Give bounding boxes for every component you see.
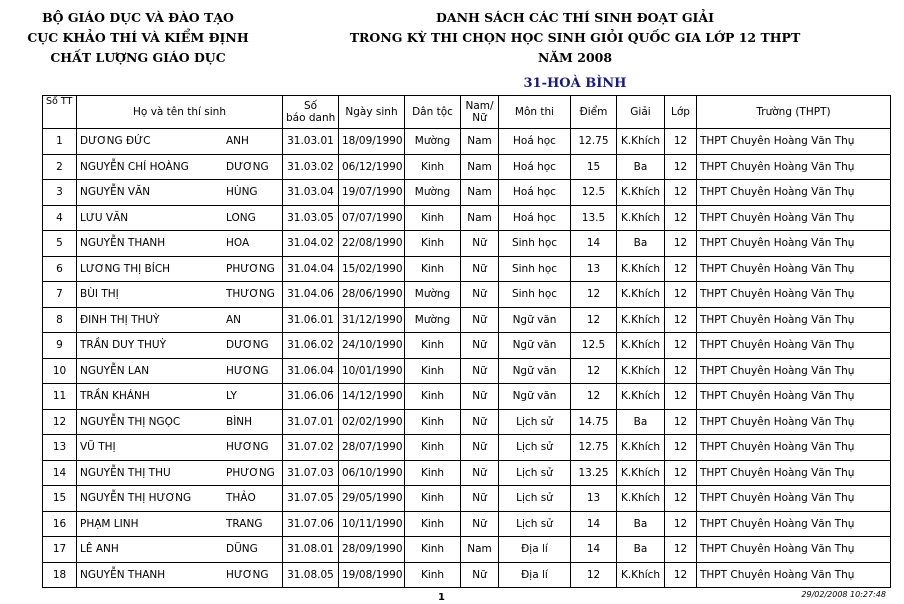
cell-ethnic: Mường: [405, 180, 461, 206]
col-header-ethnic: Dân tộc: [405, 96, 461, 129]
cell-sbd: 31.04.02: [283, 231, 339, 257]
cell-gender: Nữ: [461, 231, 499, 257]
cell-name: [77, 384, 283, 410]
given-name: LONG: [226, 211, 256, 224]
cell-sbd: 31.03.04: [283, 180, 339, 206]
cell-gender: Nữ: [461, 511, 499, 537]
col-header-sbd-line1: Số: [303, 100, 318, 112]
cell-sbd: 31.07.02: [283, 435, 339, 461]
cell-dob: 06/12/1990: [339, 154, 405, 180]
cell-subject: Sinh học: [499, 256, 571, 282]
cell-sbd: 31.07.05: [283, 486, 339, 512]
cell-school: THPT Chuyên Hoàng Văn Thụ: [697, 562, 891, 588]
cell-school: THPT Chuyên Hoàng Văn Thụ: [697, 486, 891, 512]
cell-ethnic: Kinh: [405, 231, 461, 257]
cell-dob: 10/11/1990: [339, 511, 405, 537]
cell-name: [77, 562, 283, 588]
cell-score: 12: [571, 562, 617, 588]
cell-school: THPT Chuyên Hoàng Văn Thụ: [697, 384, 891, 410]
cell-subject: Lịch sử: [499, 460, 571, 486]
cell-sbd: 31.04.06: [283, 282, 339, 308]
cell-grade: 12: [665, 180, 697, 206]
cell-grade: 12: [665, 231, 697, 257]
family-name: NGUYỄN THANH: [80, 568, 166, 581]
cell-ethnic: Kinh: [405, 460, 461, 486]
cell-stt: 10: [43, 358, 77, 384]
cell-sbd: 31.08.01: [283, 537, 339, 563]
cell-name: [77, 435, 283, 461]
cell-dob: 22/08/1990: [339, 231, 405, 257]
family-name: NGUYỄN THỊ HƯƠNG: [80, 492, 192, 505]
table-header-row: [43, 96, 891, 129]
cell-subject: Ngữ văn: [499, 307, 571, 333]
cell-school: THPT Chuyên Hoàng Văn Thụ: [697, 435, 891, 461]
cell-school: THPT Chuyên Hoàng Văn Thụ: [697, 537, 891, 563]
cell-grade: 12: [665, 358, 697, 384]
ministry-line-2: CỤC KHẢO THÍ VÀ KIỂM ĐỊNH: [27, 30, 249, 45]
family-name: DƯƠNG ĐỨC: [80, 135, 151, 148]
cell-school: THPT Chuyên Hoàng Văn Thụ: [697, 205, 891, 231]
title-line-1: DANH SÁCH CÁC THÍ SINH ĐOẠT GIẢI: [436, 10, 714, 25]
cell-sbd: 31.06.06: [283, 384, 339, 410]
cell-grade: 12: [665, 384, 697, 410]
family-name: NGUYỄN THỊ THU: [80, 466, 171, 479]
cell-name: [77, 129, 283, 155]
cell-award: Ba: [617, 409, 665, 435]
cell-name: [77, 154, 283, 180]
cell-gender: Nữ: [461, 562, 499, 588]
cell-score: 12.5: [571, 333, 617, 359]
cell-school: THPT Chuyên Hoàng Văn Thụ: [697, 460, 891, 486]
cell-ethnic: Kinh: [405, 486, 461, 512]
ministry-line-3: CHẤT LƯỢNG GIÁO DỤC: [50, 50, 226, 65]
table-row: [43, 435, 891, 461]
cell-gender: Nữ: [461, 486, 499, 512]
given-name: PHƯƠNG: [226, 466, 275, 479]
cell-score: 12.75: [571, 129, 617, 155]
cell-grade: 12: [665, 282, 697, 308]
cell-dob: 07/07/1990: [339, 205, 405, 231]
cell-score: 14: [571, 537, 617, 563]
cell-school: THPT Chuyên Hoàng Văn Thụ: [697, 409, 891, 435]
cell-gender: Nữ: [461, 333, 499, 359]
cell-dob: 14/12/1990: [339, 384, 405, 410]
cell-stt: 5: [43, 231, 77, 257]
cell-score: 13.5: [571, 205, 617, 231]
cell-dob: 24/10/1990: [339, 333, 405, 359]
cell-grade: 12: [665, 256, 697, 282]
title-line-2: TRONG KỲ THI CHỌN HỌC SINH GIỎI QUỐC GIA LỚP 12 THPT: [349, 30, 801, 45]
cell-gender: Nữ: [461, 256, 499, 282]
cell-award: K.Khích: [617, 460, 665, 486]
cell-sbd: 31.06.04: [283, 358, 339, 384]
cell-dob: 28/09/1990: [339, 537, 405, 563]
cell-subject: Địa lí: [499, 562, 571, 588]
cell-gender: Nam: [461, 129, 499, 155]
given-name: HƯƠNG: [226, 441, 269, 454]
table-row: [43, 511, 891, 537]
cell-score: 13.25: [571, 460, 617, 486]
table-row: [43, 358, 891, 384]
cell-stt: 6: [43, 256, 77, 282]
given-name: BÌNH: [226, 415, 253, 428]
cell-award: K.Khích: [617, 256, 665, 282]
cell-subject: Lịch sử: [499, 409, 571, 435]
cell-award: K.Khích: [617, 205, 665, 231]
cell-award: Ba: [617, 231, 665, 257]
cell-grade: 12: [665, 409, 697, 435]
family-name: TRẦN DUY THUỲ: [80, 339, 167, 352]
cell-subject: Hoá học: [499, 180, 571, 206]
col-header-dob: Ngày sinh: [339, 96, 405, 129]
cell-award: K.Khích: [617, 129, 665, 155]
col-header-gender: [461, 96, 499, 129]
cell-grade: 12: [665, 562, 697, 588]
col-header-school: Trường (THPT): [697, 96, 891, 129]
cell-sbd: 31.03.01: [283, 129, 339, 155]
cell-sbd: 31.07.06: [283, 511, 339, 537]
cell-stt: 3: [43, 180, 77, 206]
cell-score: 14: [571, 511, 617, 537]
cell-stt: 17: [43, 537, 77, 563]
cell-stt: 2: [43, 154, 77, 180]
cell-school: THPT Chuyên Hoàng Văn Thụ: [697, 333, 891, 359]
cell-subject: Hoá học: [499, 154, 571, 180]
given-name: HƯƠNG: [226, 568, 269, 581]
cell-name: [77, 358, 283, 384]
table-row: [43, 537, 891, 563]
given-name: ANH: [226, 135, 249, 148]
cell-sbd: 31.03.05: [283, 205, 339, 231]
cell-name: [77, 231, 283, 257]
cell-stt: 14: [43, 460, 77, 486]
cell-award: K.Khích: [617, 333, 665, 359]
cell-stt: 18: [43, 562, 77, 588]
cell-ethnic: Kinh: [405, 384, 461, 410]
cell-score: 15: [571, 154, 617, 180]
cell-name: [77, 511, 283, 537]
cell-subject: Lịch sử: [499, 511, 571, 537]
cell-score: 14.75: [571, 409, 617, 435]
cell-award: Ba: [617, 537, 665, 563]
cell-gender: Nữ: [461, 409, 499, 435]
cell-gender: Nữ: [461, 460, 499, 486]
table-row: [43, 231, 891, 257]
family-name: NGUYỄN VĂN: [80, 186, 151, 199]
cell-name: [77, 256, 283, 282]
cell-dob: 18/09/1990: [339, 129, 405, 155]
cell-gender: Nam: [461, 154, 499, 180]
cell-school: THPT Chuyên Hoàng Văn Thụ: [697, 307, 891, 333]
cell-ethnic: Kinh: [405, 435, 461, 461]
cell-subject: Ngữ văn: [499, 333, 571, 359]
cell-award: K.Khích: [617, 435, 665, 461]
cell-award: K.Khích: [617, 307, 665, 333]
given-name: DƯƠNG: [226, 339, 269, 352]
cell-score: 14: [571, 231, 617, 257]
cell-subject: Hoá học: [499, 205, 571, 231]
cell-dob: 02/02/1990: [339, 409, 405, 435]
cell-ethnic: Kinh: [405, 333, 461, 359]
cell-subject: Sinh học: [499, 231, 571, 257]
cell-score: 12.75: [571, 435, 617, 461]
table-row: [43, 282, 891, 308]
cell-name: [77, 180, 283, 206]
cell-award: Ba: [617, 154, 665, 180]
table-row: [43, 180, 891, 206]
cell-ethnic: Kinh: [405, 537, 461, 563]
given-name: AN: [226, 313, 242, 326]
cell-grade: 12: [665, 537, 697, 563]
cell-subject: Sinh học: [499, 282, 571, 308]
cell-gender: Nữ: [461, 307, 499, 333]
cell-dob: 15/02/1990: [339, 256, 405, 282]
cell-grade: 12: [665, 154, 697, 180]
cell-ethnic: Mường: [405, 307, 461, 333]
cell-grade: 12: [665, 333, 697, 359]
cell-ethnic: Kinh: [405, 511, 461, 537]
cell-school: THPT Chuyên Hoàng Văn Thụ: [697, 358, 891, 384]
cell-sbd: 31.03.02: [283, 154, 339, 180]
cell-name: [77, 307, 283, 333]
table-row: [43, 460, 891, 486]
ministry-line-1: BỘ GIÁO DỤC VÀ ĐÀO TẠO: [42, 10, 234, 25]
table-row: [43, 486, 891, 512]
given-name: LY: [226, 390, 237, 403]
cell-stt: 16: [43, 511, 77, 537]
col-header-subject: Môn thi: [499, 96, 571, 129]
cell-sbd: 31.06.01: [283, 307, 339, 333]
ministry-header: [14, 8, 262, 68]
cell-school: THPT Chuyên Hoàng Văn Thụ: [697, 231, 891, 257]
cell-grade: 12: [665, 205, 697, 231]
cell-dob: 10/01/1990: [339, 358, 405, 384]
title-line-3: NĂM 2008: [537, 50, 613, 65]
cell-gender: Nam: [461, 180, 499, 206]
cell-grade: 12: [665, 307, 697, 333]
cell-award: Ba: [617, 511, 665, 537]
cell-stt: 9: [43, 333, 77, 359]
cell-ethnic: Kinh: [405, 205, 461, 231]
family-name: LÊ ANH: [80, 543, 119, 556]
cell-dob: 19/07/1990: [339, 180, 405, 206]
family-name: NGUYỄN CHÍ HOÀNG: [80, 160, 189, 173]
cell-stt: 4: [43, 205, 77, 231]
cell-score: 13: [571, 486, 617, 512]
table-row: [43, 129, 891, 155]
cell-ethnic: Mường: [405, 129, 461, 155]
given-name: HÙNG: [226, 186, 258, 199]
cell-name: [77, 460, 283, 486]
col-header-gender-line2: Nữ: [472, 112, 487, 124]
cell-name: [77, 333, 283, 359]
cell-school: THPT Chuyên Hoàng Văn Thụ: [697, 282, 891, 308]
cell-award: K.Khích: [617, 180, 665, 206]
table-body: [43, 129, 891, 588]
given-name: THƯƠNG: [226, 288, 275, 301]
table-row: [43, 307, 891, 333]
col-header-stt: Số TT: [43, 96, 77, 129]
cell-school: THPT Chuyên Hoàng Văn Thụ: [697, 180, 891, 206]
cell-sbd: 31.07.01: [283, 409, 339, 435]
cell-award: K.Khích: [617, 384, 665, 410]
given-name: DŨNG: [226, 543, 258, 556]
cell-ethnic: Kinh: [405, 562, 461, 588]
cell-grade: 12: [665, 486, 697, 512]
cell-ethnic: Kinh: [405, 154, 461, 180]
family-name: NGUYỄN LAN: [80, 364, 150, 377]
cell-name: [77, 205, 283, 231]
cell-name: [77, 537, 283, 563]
given-name: DƯƠNG: [226, 160, 269, 173]
col-header-name: Họ và tên thí sinh: [77, 96, 283, 129]
cell-sbd: 31.07.03: [283, 460, 339, 486]
cell-grade: 12: [665, 511, 697, 537]
cell-stt: 13: [43, 435, 77, 461]
cell-dob: 29/05/1990: [339, 486, 405, 512]
col-header-award: Giải: [617, 96, 665, 129]
family-name: TRẦN KHÁNH: [80, 390, 150, 403]
cell-grade: 12: [665, 460, 697, 486]
cell-score: 12.5: [571, 180, 617, 206]
cell-gender: Nữ: [461, 384, 499, 410]
cell-gender: Nam: [461, 205, 499, 231]
cell-dob: 28/07/1990: [339, 435, 405, 461]
cell-subject: Lịch sử: [499, 435, 571, 461]
cell-subject: Hoá học: [499, 129, 571, 155]
cell-dob: 19/08/1990: [339, 562, 405, 588]
family-name: VŨ THỊ: [80, 441, 116, 454]
family-name: ĐINH THỊ THUỲ: [80, 313, 160, 326]
family-name: PHẠM LINH: [80, 517, 139, 530]
cell-award: K.Khích: [617, 358, 665, 384]
given-name: TRANG: [226, 517, 263, 530]
cell-school: THPT Chuyên Hoàng Văn Thụ: [697, 129, 891, 155]
cell-dob: 28/06/1990: [339, 282, 405, 308]
table-row: [43, 256, 891, 282]
cell-subject: Ngữ văn: [499, 384, 571, 410]
page-number: 1: [438, 592, 445, 603]
given-name: HOA: [226, 237, 250, 250]
cell-award: K.Khích: [617, 282, 665, 308]
table-row: [43, 205, 891, 231]
cell-dob: 31/12/1990: [339, 307, 405, 333]
cell-score: 13: [571, 256, 617, 282]
cell-dob: 06/10/1990: [339, 460, 405, 486]
cell-stt: 15: [43, 486, 77, 512]
cell-award: K.Khích: [617, 486, 665, 512]
cell-award: K.Khích: [617, 562, 665, 588]
cell-score: 12: [571, 307, 617, 333]
col-header-sbd-line2: báo danh: [286, 112, 336, 124]
cell-school: THPT Chuyên Hoàng Văn Thụ: [697, 154, 891, 180]
table-row: [43, 409, 891, 435]
cell-subject: Ngữ văn: [499, 358, 571, 384]
cell-score: 12: [571, 358, 617, 384]
table-row: [43, 154, 891, 180]
cell-gender: Nữ: [461, 282, 499, 308]
given-name: HƯƠNG: [226, 364, 269, 377]
cell-school: THPT Chuyên Hoàng Văn Thụ: [697, 256, 891, 282]
col-header-sbd: [283, 96, 339, 129]
cell-score: 12: [571, 282, 617, 308]
cell-stt: 12: [43, 409, 77, 435]
cell-name: [77, 486, 283, 512]
document-title: [292, 8, 858, 68]
cell-stt: 8: [43, 307, 77, 333]
col-header-gender-line1: Nam/: [465, 100, 494, 112]
cell-score: 12: [571, 384, 617, 410]
cell-subject: Lịch sử: [499, 486, 571, 512]
table-row: [43, 384, 891, 410]
col-header-score: Điểm: [571, 96, 617, 129]
family-name: LƯƠNG THỊ BÍCH: [80, 262, 171, 275]
cell-ethnic: Kinh: [405, 256, 461, 282]
cell-ethnic: Kinh: [405, 409, 461, 435]
cell-sbd: 31.04.04: [283, 256, 339, 282]
province-heading: 31-HOÀ BÌNH: [523, 76, 627, 91]
cell-school: THPT Chuyên Hoàng Văn Thụ: [697, 511, 891, 537]
family-name: NGUYỄN THỊ NGỌC: [80, 415, 181, 428]
cell-ethnic: Mường: [405, 282, 461, 308]
results-table: [42, 95, 891, 588]
table-row: [43, 562, 891, 588]
cell-name: [77, 409, 283, 435]
family-name: LƯU VĂN: [80, 211, 129, 224]
cell-grade: 12: [665, 129, 697, 155]
given-name: PHƯƠNG: [226, 262, 275, 275]
cell-subject: Địa lí: [499, 537, 571, 563]
cell-gender: Nữ: [461, 435, 499, 461]
family-name: NGUYỄN THANH: [80, 237, 166, 250]
print-timestamp: 29/02/2008 10:27:48: [801, 590, 886, 599]
cell-sbd: 31.06.02: [283, 333, 339, 359]
cell-sbd: 31.08.05: [283, 562, 339, 588]
cell-gender: Nữ: [461, 358, 499, 384]
cell-grade: 12: [665, 435, 697, 461]
cell-name: [77, 282, 283, 308]
family-name: BÙI THỊ: [80, 288, 119, 301]
cell-gender: Nam: [461, 537, 499, 563]
table-row: [43, 333, 891, 359]
given-name: THẢO: [226, 492, 256, 505]
cell-stt: 1: [43, 129, 77, 155]
cell-stt: 7: [43, 282, 77, 308]
cell-stt: 11: [43, 384, 77, 410]
col-header-grade: Lớp: [665, 96, 697, 129]
cell-ethnic: Kinh: [405, 358, 461, 384]
